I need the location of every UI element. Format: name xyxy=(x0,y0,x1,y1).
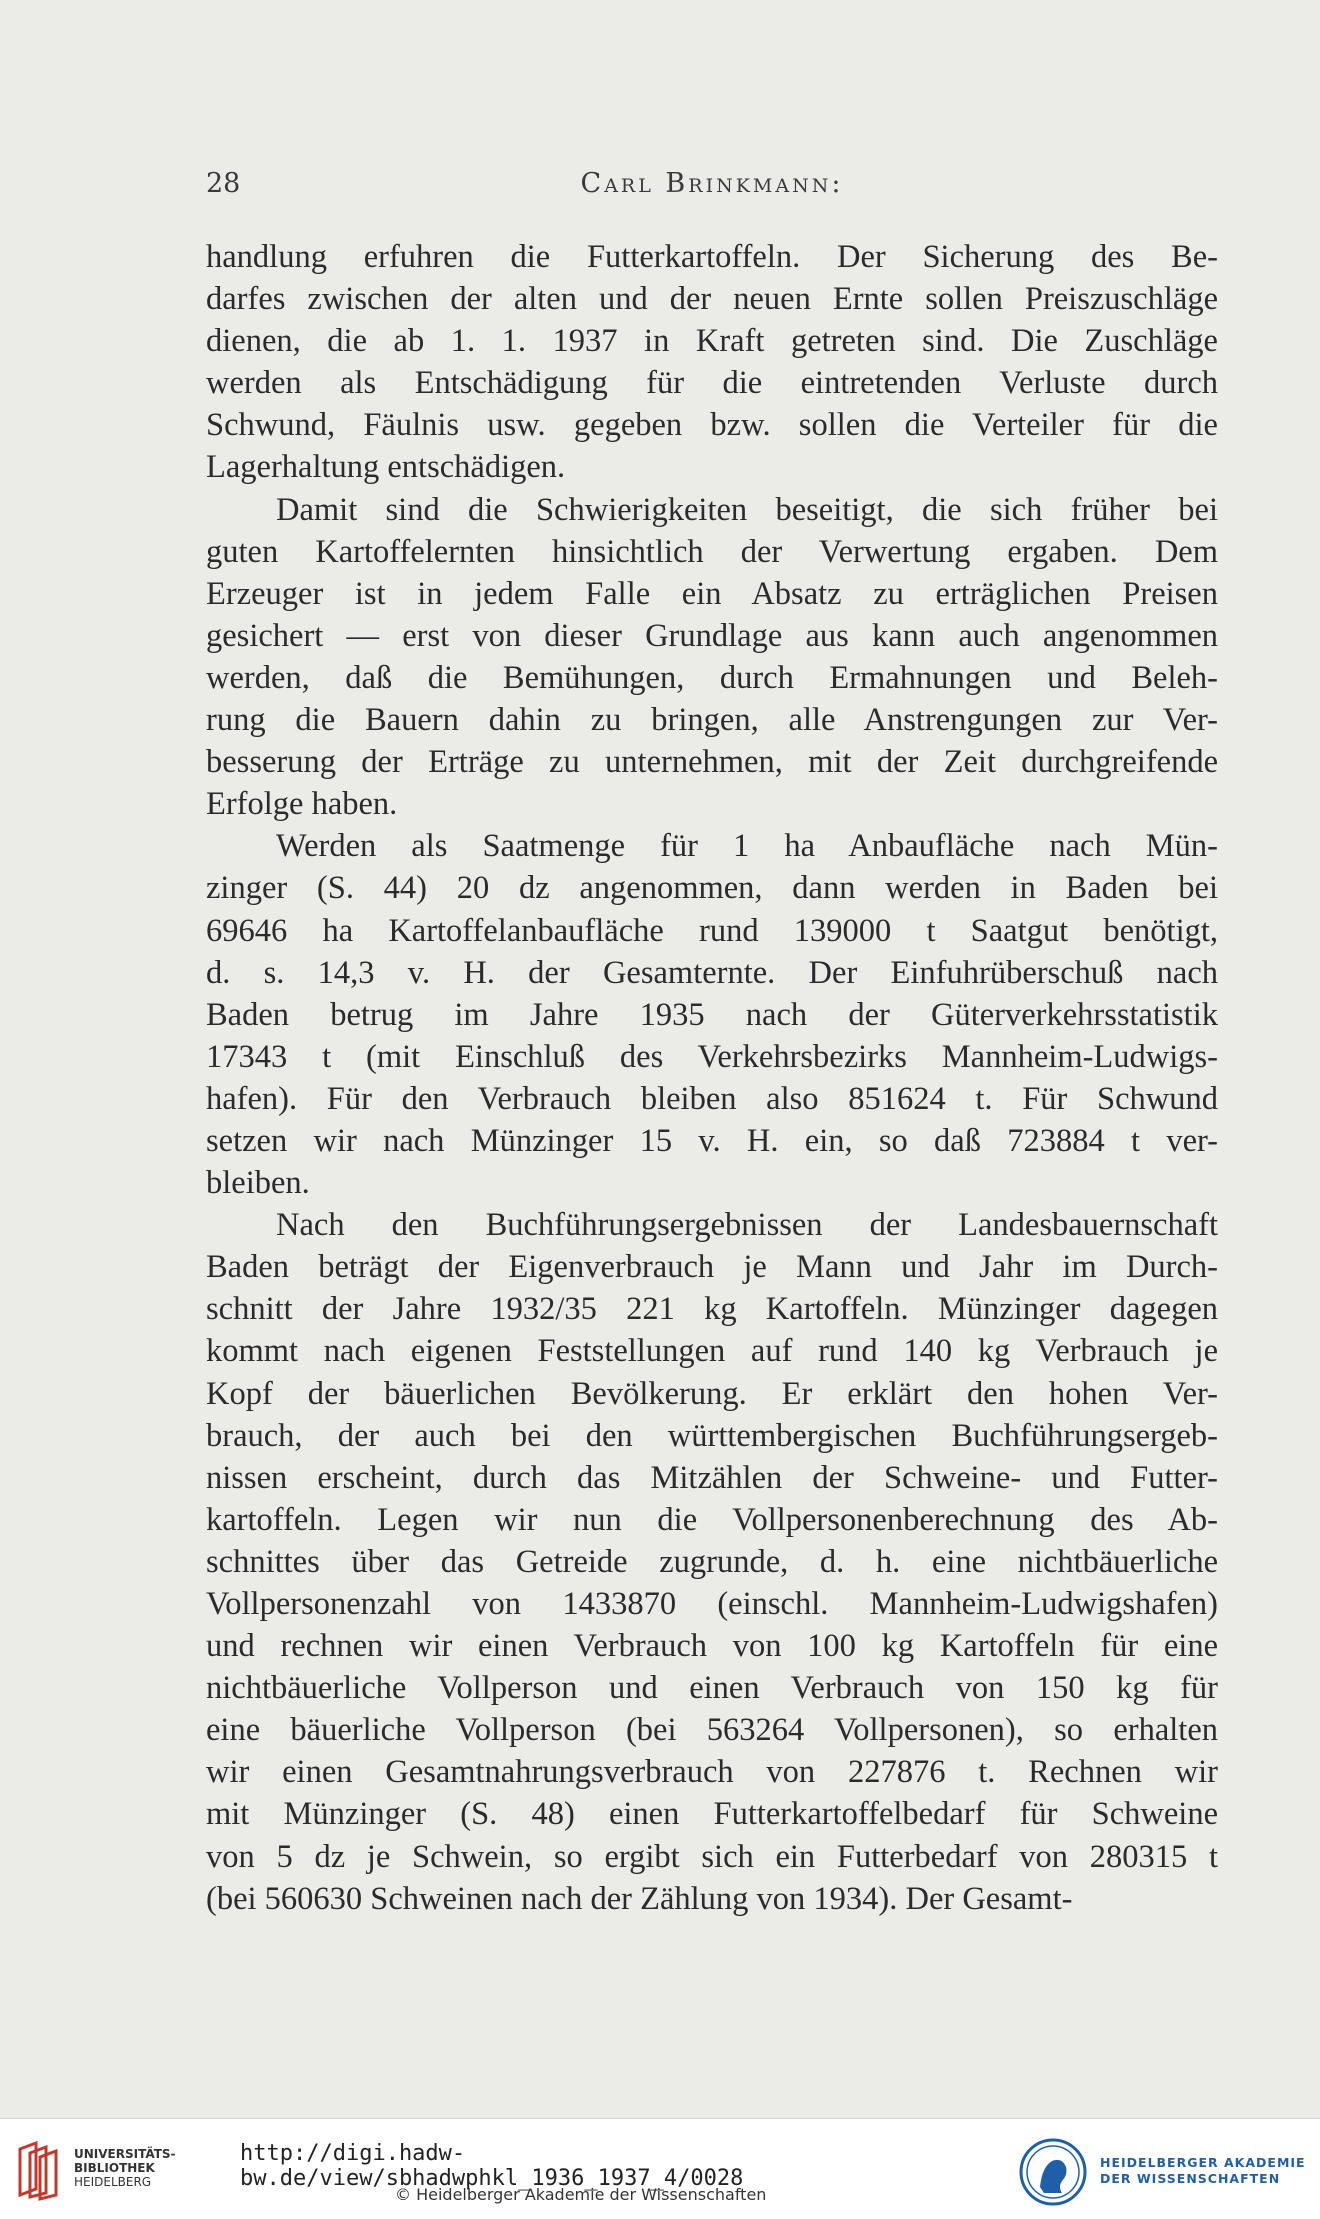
text-line: werden, daß die Bemühungen, durch Ermahnungen und Beleh- xyxy=(206,659,1218,696)
text-line: 69646 ha Kartoffelanbaufläche rund 139000 t Saatgut benötigt, xyxy=(206,912,1218,949)
permalink-url[interactable]: http://digi.hadw-bw.de/view/sbhadwphkl_1936_1937_4/0028 xyxy=(240,2141,744,2191)
library-name xyxy=(74,2147,176,2189)
text-line: 17343 t (mit Einschluß des Verkehrsbezirks Mannheim-Ludwigs- xyxy=(206,1038,1218,1075)
text-line: Nach den Buchführungsergebnissen der Landesbauernschaft xyxy=(276,1207,1218,1244)
text-line: dienen, die ab 1. 1. 1937 in Kraft getreten sind. Die Zuschläge xyxy=(206,323,1218,360)
text-line: von 5 dz je Schwein, so ergibt sich ein Futterbedarf von 280315 t xyxy=(206,1838,1218,1875)
text-line: bleiben. xyxy=(206,1165,310,1202)
text-line: setzen wir nach Münzinger 15 v. H. ein, so daß 723884 t ver- xyxy=(206,1122,1218,1159)
text-line: Vollpersonenzahl von 1433870 (einschl. Mannheim-Ludwigshafen) xyxy=(206,1586,1218,1622)
text-line: Erfolge haben. xyxy=(206,786,398,823)
library-line-2: BIBLIOTHEK xyxy=(74,2161,155,2175)
text-line: handlung erfuhren die Futterkartoffeln. Der Sicherung des Be- xyxy=(206,239,1218,275)
academy-line-1: HEIDELBERGER AKADEMIE xyxy=(1100,2155,1306,2170)
text-line: gesichert — erst von dieser Grundlage aus kann auch angenommen xyxy=(206,617,1218,654)
text-line: werden als Entschädigung für die eintretenden Verluste durch xyxy=(206,365,1218,402)
text-line: Baden beträgt der Eigenverbrauch je Mann und Jahr im Durch- xyxy=(206,1249,1218,1286)
text-line: mit Münzinger (S. 48) einen Futterkartoffelbedarf für Schweine xyxy=(206,1796,1218,1833)
text-line: eine bäuerliche Vollperson (bei 563264 Vollpersonen), so erhalten xyxy=(206,1712,1218,1749)
academy-line-2: DER WISSENSCHAFTEN xyxy=(1100,2171,1281,2186)
text-line: kartoffeln. Legen wir nun die Vollpersonenberechnung des Ab- xyxy=(206,1501,1218,1538)
text-line: brauch, der auch bei den württembergischen Buchführungsergeb- xyxy=(206,1417,1218,1454)
text-line: guten Kartoffelernten hinsichtlich der Verwertung ergaben. Dem xyxy=(206,533,1218,570)
text-line: Lagerhaltung entschädigen. xyxy=(206,449,566,486)
text-line: nissen erscheint, durch das Mitzählen der Schweine- und Futter- xyxy=(206,1459,1218,1496)
text-line: schnittes über das Getreide zugrunde, d. h. eine nichtbäuerliche xyxy=(206,1543,1218,1580)
text-line: Kopf der bäuerlichen Bevölkerung. Er erklärt den hohen Ver- xyxy=(206,1375,1218,1412)
academy-name xyxy=(1100,2155,1306,2187)
text-line: schnitt der Jahre 1932/35 221 kg Kartoffeln. Münzinger dagegen xyxy=(206,1291,1218,1328)
text-line: kommt nach eigenen Feststellungen auf rund 140 kg Verbrauch je xyxy=(206,1333,1218,1370)
text-line: d. s. 14,3 v. H. der Gesamternte. Der Einfuhrüberschuß nach xyxy=(206,954,1218,991)
text-line: (bei 560630 Schweinen nach der Zählung von 1934). Der Gesamt- xyxy=(206,1880,1073,1917)
library-line-3: HEIDELBERG xyxy=(74,2175,152,2189)
text-line: wir einen Gesamtnahrungsverbrauch von 227876 t. Rechnen wir xyxy=(206,1754,1218,1791)
text-line: Schwund, Fäulnis usw. gegeben bzw. sollen die Verteiler für die xyxy=(206,407,1218,444)
copyright-notice: © Heidelberger Akademie der Wissenschaften xyxy=(395,2185,767,2204)
text-line: und rechnen wir einen Verbrauch von 100 kg Kartoffeln für eine xyxy=(206,1628,1218,1665)
ub-heidelberg-logo-icon xyxy=(14,2139,66,2201)
text-line: Damit sind die Schwierigkeiten beseitigt, die sich früher bei xyxy=(276,491,1218,528)
running-head xyxy=(206,168,1218,208)
library-line-1: UNIVERSITÄTS- xyxy=(74,2147,176,2161)
text-line: zinger (S. 44) 20 dz angenommen, dann werden in Baden bei xyxy=(206,870,1218,907)
text-line: hafen). Für den Verbrauch bleiben also 851624 t. Für Schwund xyxy=(206,1080,1218,1117)
text-line: rung die Bauern dahin zu bringen, alle Anstrengungen zur Ver- xyxy=(206,702,1218,739)
page-number: 28 xyxy=(206,168,241,199)
text-line: Erzeuger ist in jedem Falle ein Absatz zu erträglichen Preisen xyxy=(206,575,1218,612)
body-text xyxy=(206,236,1218,1920)
text-line: besserung der Erträge zu unternehmen, mit der Zeit durchgreifende xyxy=(206,744,1218,781)
academy-seal-icon xyxy=(1018,2137,1088,2207)
running-title: Carl Brinkmann: xyxy=(580,168,844,199)
text-line: darfes zwischen der alten und der neuen Ernte sollen Preiszuschläge xyxy=(206,281,1218,318)
footer-bar xyxy=(0,2118,1320,2219)
text-line: Werden als Saatmenge für 1 ha Anbaufläche nach Mün- xyxy=(276,828,1218,865)
text-line: Baden betrug im Jahre 1935 nach der Güterverkehrsstatistik xyxy=(206,996,1218,1033)
text-line: nichtbäuerliche Vollperson und einen Verbrauch von 150 kg für xyxy=(206,1670,1218,1707)
